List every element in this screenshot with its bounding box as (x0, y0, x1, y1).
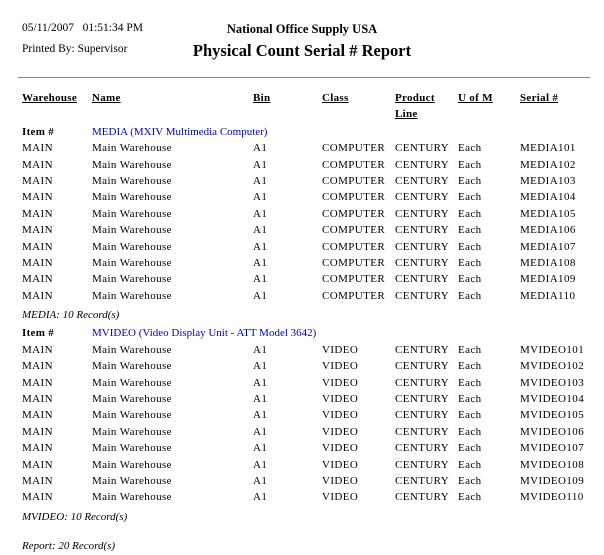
cell-bin: A1 (253, 409, 268, 422)
cell-bin: A1 (253, 458, 268, 471)
cell-uom: Each (458, 491, 482, 504)
cell-product-line: CENTURY (395, 175, 450, 188)
cell-serial: MEDIA107 (520, 240, 576, 253)
cell-class: VIDEO (322, 491, 359, 504)
cell-bin: A1 (253, 343, 268, 356)
cell-uom: Each (458, 360, 482, 373)
item-number-label: Item # (22, 327, 55, 340)
report-summary: Report: 20 Record(s) (22, 539, 116, 552)
cell-bin: A1 (253, 191, 268, 204)
printed-by: Printed By: Supervisor (22, 43, 128, 55)
cell-product-line: CENTURY (395, 458, 450, 471)
cell-serial: MVIDEO107 (520, 442, 585, 455)
cell-bin: A1 (253, 158, 268, 171)
cell-class: COMPUTER (322, 158, 386, 171)
cell-uom: Each (458, 158, 482, 171)
column-header-row (0, 90, 604, 123)
cell-serial: MEDIA103 (520, 175, 576, 188)
cell-name: Main Warehouse (92, 142, 172, 155)
cell-warehouse: MAIN (22, 158, 53, 171)
cell-serial: MEDIA110 (520, 289, 576, 302)
cell-name: Main Warehouse (92, 392, 172, 405)
cell-class: COMPUTER (322, 207, 386, 220)
cell-class: COMPUTER (322, 224, 386, 237)
item-group (0, 325, 604, 522)
cell-serial: MVIDEO101 (520, 343, 585, 356)
cell-class: VIDEO (322, 360, 359, 373)
cell-bin: A1 (253, 240, 268, 253)
table-row (0, 157, 604, 173)
cell-class: VIDEO (322, 474, 359, 487)
table-row (0, 473, 604, 489)
table-row (0, 375, 604, 391)
cell-product-line: CENTURY (395, 360, 450, 373)
cell-serial: MVIDEO104 (520, 392, 585, 405)
cell-warehouse: MAIN (22, 425, 53, 438)
cell-warehouse: MAIN (22, 191, 53, 204)
table-row (0, 342, 604, 358)
cell-uom: Each (458, 425, 482, 438)
table-row (0, 407, 604, 423)
cell-name: Main Warehouse (92, 425, 172, 438)
cell-uom: Each (458, 257, 482, 270)
table-row (0, 206, 604, 222)
cell-name: Main Warehouse (92, 257, 172, 270)
cell-bin: A1 (253, 425, 268, 438)
table-row (0, 239, 604, 255)
cell-name: Main Warehouse (92, 474, 172, 487)
group-summary: MVIDEO: 10 Record(s) (22, 510, 128, 523)
cell-name: Main Warehouse (92, 273, 172, 286)
cell-uom: Each (458, 289, 482, 302)
cell-bin: A1 (253, 142, 268, 155)
item-header-row (0, 124, 604, 140)
cell-uom: Each (458, 343, 482, 356)
cell-product-line: CENTURY (395, 376, 450, 389)
cell-uom: Each (458, 392, 482, 405)
table-row (0, 189, 604, 205)
column-header-class: Class (322, 92, 349, 104)
cell-class: COMPUTER (322, 191, 386, 204)
cell-class: COMPUTER (322, 273, 386, 286)
cell-warehouse: MAIN (22, 207, 53, 220)
cell-warehouse: MAIN (22, 392, 53, 405)
cell-product-line: CENTURY (395, 257, 450, 270)
cell-bin: A1 (253, 360, 268, 373)
cell-class: VIDEO (322, 343, 359, 356)
cell-product-line: CENTURY (395, 142, 450, 155)
group-rows (0, 342, 604, 506)
cell-product-line: CENTURY (395, 491, 450, 504)
cell-warehouse: MAIN (22, 224, 53, 237)
table-row (0, 271, 604, 287)
cell-warehouse: MAIN (22, 240, 53, 253)
cell-uom: Each (458, 191, 482, 204)
table-row (0, 440, 604, 456)
cell-warehouse: MAIN (22, 175, 53, 188)
cell-product-line: CENTURY (395, 442, 450, 455)
cell-uom: Each (458, 175, 482, 188)
cell-warehouse: MAIN (22, 142, 53, 155)
cell-product-line: CENTURY (395, 191, 450, 204)
cell-name: Main Warehouse (92, 224, 172, 237)
cell-bin: A1 (253, 392, 268, 405)
cell-class: VIDEO (322, 409, 359, 422)
cell-class: COMPUTER (322, 142, 386, 155)
item-description: MEDIA (MXIV Multimedia Computer) (92, 125, 268, 138)
cell-class: COMPUTER (322, 289, 386, 302)
cell-serial: MVIDEO109 (520, 474, 585, 487)
cell-class: COMPUTER (322, 257, 386, 270)
cell-warehouse: MAIN (22, 289, 53, 302)
cell-class: COMPUTER (322, 175, 386, 188)
cell-warehouse: MAIN (22, 257, 53, 270)
cell-bin: A1 (253, 491, 268, 504)
cell-name: Main Warehouse (92, 491, 172, 504)
cell-class: COMPUTER (322, 240, 386, 253)
cell-serial: MEDIA106 (520, 224, 576, 237)
cell-product-line: CENTURY (395, 224, 450, 237)
cell-bin: A1 (253, 257, 268, 270)
cell-warehouse: MAIN (22, 442, 53, 455)
cell-uom: Each (458, 442, 482, 455)
cell-name: Main Warehouse (92, 289, 172, 302)
table-row (0, 457, 604, 473)
cell-serial: MEDIA102 (520, 158, 576, 171)
cell-product-line: CENTURY (395, 207, 450, 220)
table-row (0, 173, 604, 189)
cell-bin: A1 (253, 207, 268, 220)
cell-name: Main Warehouse (92, 158, 172, 171)
cell-class: VIDEO (322, 392, 359, 405)
cell-uom: Each (458, 409, 482, 422)
column-header-bin: Bin (253, 92, 271, 104)
cell-serial: MEDIA108 (520, 257, 576, 270)
cell-class: VIDEO (322, 442, 359, 455)
cell-uom: Each (458, 273, 482, 286)
header-divider (18, 77, 590, 78)
cell-product-line: CENTURY (395, 409, 450, 422)
cell-bin: A1 (253, 175, 268, 188)
cell-name: Main Warehouse (92, 409, 172, 422)
cell-name: Main Warehouse (92, 191, 172, 204)
item-number-label: Item # (22, 125, 55, 138)
cell-class: VIDEO (322, 458, 359, 471)
report-datetime: 05/11/2007 01:51:34 PM (22, 22, 143, 34)
cell-bin: A1 (253, 376, 268, 389)
item-description: MVIDEO (Video Display Unit - ATT Model 3642) (92, 327, 317, 340)
cell-uom: Each (458, 474, 482, 487)
cell-serial: MVIDEO106 (520, 425, 585, 438)
cell-name: Main Warehouse (92, 343, 172, 356)
cell-name: Main Warehouse (92, 442, 172, 455)
cell-uom: Each (458, 376, 482, 389)
cell-bin: A1 (253, 273, 268, 286)
cell-bin: A1 (253, 289, 268, 302)
company-name: National Office Supply USA (226, 22, 378, 36)
cell-name: Main Warehouse (92, 240, 172, 253)
cell-name: Main Warehouse (92, 207, 172, 220)
column-header-serial: Serial # (520, 92, 559, 104)
cell-name: Main Warehouse (92, 175, 172, 188)
cell-name: Main Warehouse (92, 376, 172, 389)
cell-warehouse: MAIN (22, 343, 53, 356)
cell-warehouse: MAIN (22, 458, 53, 471)
item-header-row (0, 325, 604, 341)
cell-product-line: CENTURY (395, 273, 450, 286)
cell-uom: Each (458, 240, 482, 253)
cell-serial: MVIDEO110 (520, 491, 584, 504)
cell-name: Main Warehouse (92, 360, 172, 373)
cell-product-line: CENTURY (395, 158, 450, 171)
table-row (0, 288, 604, 304)
table-row (0, 140, 604, 156)
cell-name: Main Warehouse (92, 458, 172, 471)
cell-warehouse: MAIN (22, 376, 53, 389)
cell-uom: Each (458, 142, 482, 155)
cell-bin: A1 (253, 224, 268, 237)
cell-serial: MEDIA105 (520, 207, 576, 220)
report-header (0, 20, 604, 70)
table-row (0, 391, 604, 407)
cell-warehouse: MAIN (22, 360, 53, 373)
table-row (0, 424, 604, 440)
cell-class: VIDEO (322, 425, 359, 438)
column-header-product-line: Product Line (395, 92, 435, 121)
item-group (0, 124, 604, 321)
cell-uom: Each (458, 207, 482, 220)
cell-serial: MVIDEO103 (520, 376, 585, 389)
cell-serial: MVIDEO102 (520, 360, 585, 373)
cell-serial: MEDIA104 (520, 191, 576, 204)
cell-product-line: CENTURY (395, 240, 450, 253)
report-body (0, 124, 604, 523)
cell-class: VIDEO (322, 376, 359, 389)
cell-product-line: CENTURY (395, 474, 450, 487)
column-header-warehouse: Warehouse (22, 92, 78, 104)
cell-warehouse: MAIN (22, 273, 53, 286)
column-header-uom: U of M (458, 92, 493, 104)
report-title: Physical Count Serial # Report (192, 41, 412, 60)
group-summary: MEDIA: 10 Record(s) (22, 309, 120, 322)
cell-uom: Each (458, 458, 482, 471)
cell-serial: MEDIA109 (520, 273, 576, 286)
cell-uom: Each (458, 224, 482, 237)
table-row (0, 255, 604, 271)
header-left-block (22, 22, 143, 55)
table-row (0, 489, 604, 505)
cell-bin: A1 (253, 474, 268, 487)
cell-warehouse: MAIN (22, 409, 53, 422)
table-row (0, 358, 604, 374)
column-header-name: Name (92, 92, 121, 104)
cell-product-line: CENTURY (395, 289, 450, 302)
cell-bin: A1 (253, 442, 268, 455)
cell-warehouse: MAIN (22, 474, 53, 487)
cell-product-line: CENTURY (395, 425, 450, 438)
table-row (0, 222, 604, 238)
cell-product-line: CENTURY (395, 392, 450, 405)
cell-warehouse: MAIN (22, 491, 53, 504)
group-rows (0, 140, 604, 304)
cell-serial: MVIDEO105 (520, 409, 585, 422)
cell-serial: MVIDEO108 (520, 458, 585, 471)
cell-serial: MEDIA101 (520, 142, 576, 155)
cell-product-line: CENTURY (395, 343, 450, 356)
